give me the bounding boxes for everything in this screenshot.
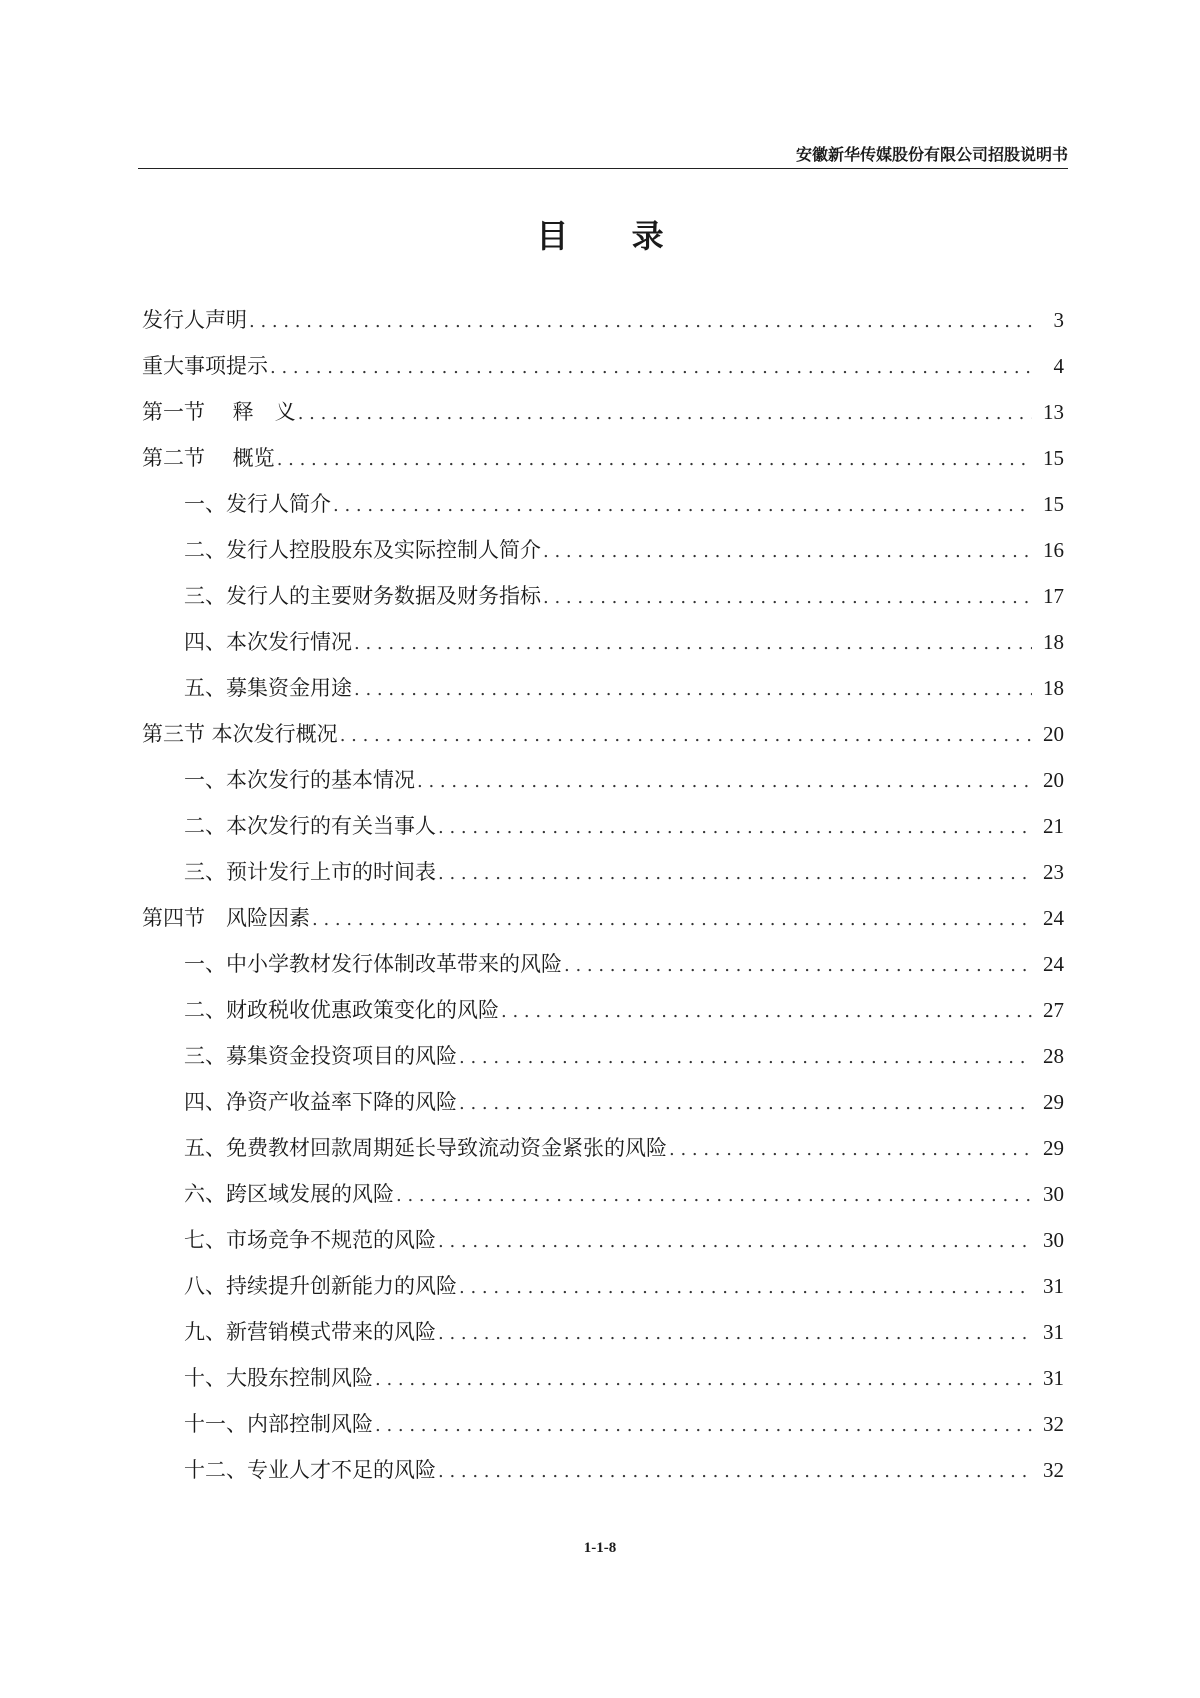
toc-entry-4-12[interactable] (142, 1447, 1064, 1493)
toc-entry-label: 五、免费教材回款周期延长导致流动资金紧张的风险 (184, 1136, 667, 1160)
toc-entry-label: 发行人声明 (142, 308, 247, 332)
toc-entry-page: 4 (1053, 354, 1064, 378)
toc-entry-page: 24 (1043, 952, 1064, 976)
toc-entry-page: 18 (1043, 630, 1064, 654)
toc-entry-label: 三、预计发行上市的时间表 (184, 860, 436, 884)
toc-entry-page: 16 (1043, 538, 1064, 562)
toc-entry-label: 第三节 本次发行概况 (142, 722, 338, 746)
toc-entry-label: 三、发行人的主要财务数据及财务指标 (184, 584, 541, 608)
dot-leader (249, 299, 1032, 345)
toc-entry-page: 21 (1043, 814, 1064, 838)
toc-entry-page: 31 (1043, 1274, 1064, 1298)
toc-entry-label: 二、财政税收优惠政策变化的风险 (184, 998, 499, 1022)
page-number: 1-1-8 (583, 1540, 617, 1556)
toc-entry-2-4[interactable] (142, 619, 1064, 665)
dot-leader (438, 851, 1032, 897)
toc-entry-label: 二、本次发行的有关当事人 (184, 814, 436, 838)
toc-entry-page: 32 (1043, 1412, 1064, 1436)
toc-entry-2-3[interactable] (142, 573, 1064, 619)
toc-entry-label: 四、净资产收益率下降的风险 (184, 1090, 457, 1114)
dot-leader (277, 437, 1032, 483)
dot-leader (354, 667, 1032, 713)
toc-entry-label: 十二、专业人才不足的风险 (184, 1458, 436, 1482)
toc-entry-label: 第一节 释 义 (142, 400, 296, 424)
toc-entry-3-1[interactable] (142, 757, 1064, 803)
dot-leader (396, 1173, 1032, 1219)
toc-entry-page: 30 (1043, 1182, 1064, 1206)
toc-entry-4-9[interactable] (142, 1309, 1064, 1355)
toc-entry-4-1[interactable] (142, 941, 1064, 987)
dot-leader (354, 621, 1032, 667)
toc-entry-3-3[interactable] (142, 849, 1064, 895)
toc-entry-label: 十、大股东控制风险 (184, 1366, 373, 1390)
dot-leader (340, 713, 1032, 759)
dot-leader (543, 575, 1032, 621)
dot-leader (417, 759, 1032, 805)
toc-entry-page: 18 (1043, 676, 1064, 700)
toc-entry-label: 第二节 概览 (142, 446, 275, 470)
toc-entry-label: 十一、内部控制风险 (184, 1412, 373, 1436)
toc-entry-section-2[interactable] (142, 435, 1064, 481)
toc-entry-page: 31 (1043, 1366, 1064, 1390)
toc-entry-4-10[interactable] (142, 1355, 1064, 1401)
toc-entry-issuer-statement[interactable] (142, 297, 1064, 343)
toc-entry-page: 28 (1043, 1044, 1064, 1068)
dot-leader (312, 897, 1032, 943)
toc-entry-page: 17 (1043, 584, 1064, 608)
toc-entry-major-notice[interactable] (142, 343, 1064, 389)
toc-entry-label: 三、募集资金投资项目的风险 (184, 1044, 457, 1068)
toc-entry-page: 3 (1053, 308, 1064, 332)
toc-entry-2-2[interactable] (142, 527, 1064, 573)
toc-entry-page: 20 (1043, 722, 1064, 746)
toc-entry-4-6[interactable] (142, 1171, 1064, 1217)
header-divider (138, 168, 1068, 169)
toc-entry-4-3[interactable] (142, 1033, 1064, 1079)
toc-entry-4-5[interactable] (142, 1125, 1064, 1171)
dot-leader (298, 391, 1032, 437)
dot-leader (543, 529, 1032, 575)
dot-leader (669, 1127, 1032, 1173)
toc-entry-label: 四、本次发行情况 (184, 630, 352, 654)
toc-entry-label: 九、新营销模式带来的风险 (184, 1320, 436, 1344)
document-header: 安徽新华传媒股份有限公司招股说明书 (795, 145, 1068, 164)
toc-entry-page: 23 (1043, 860, 1064, 884)
toc-entry-label: 重大事项提示 (142, 354, 268, 378)
toc-entry-section-3[interactable] (142, 711, 1064, 757)
toc-entry-page: 27 (1043, 998, 1064, 1022)
toc-entry-label: 五、募集资金用途 (184, 676, 352, 700)
toc-entry-label: 七、市场竞争不规范的风险 (184, 1228, 436, 1252)
dot-leader (375, 1357, 1032, 1403)
toc-entry-3-2[interactable] (142, 803, 1064, 849)
toc-entry-4-4[interactable] (142, 1079, 1064, 1125)
toc-entry-label: 一、本次发行的基本情况 (184, 768, 415, 792)
dot-leader (459, 1081, 1032, 1127)
dot-leader (333, 483, 1032, 529)
toc-entry-page: 29 (1043, 1090, 1064, 1114)
toc-entry-label: 一、发行人简介 (184, 492, 331, 516)
toc-entry-page: 15 (1043, 446, 1064, 470)
toc-entry-2-1[interactable] (142, 481, 1064, 527)
dot-leader (438, 1449, 1032, 1495)
toc-entry-4-2[interactable] (142, 987, 1064, 1033)
toc-entry-section-1[interactable] (142, 389, 1064, 435)
dot-leader (438, 1219, 1032, 1265)
dot-leader (438, 1311, 1032, 1357)
toc-entry-label: 一、中小学教材发行体制改革带来的风险 (184, 952, 562, 976)
dot-leader (459, 1265, 1032, 1311)
dot-leader (501, 989, 1032, 1035)
toc-entry-section-4[interactable] (142, 895, 1064, 941)
toc-entry-label: 二、发行人控股股东及实际控制人简介 (184, 538, 541, 562)
toc-title: 目 录 (536, 217, 690, 255)
toc-entry-page: 13 (1043, 400, 1064, 424)
toc-entry-label: 六、跨区域发展的风险 (184, 1182, 394, 1206)
toc-entry-page: 29 (1043, 1136, 1064, 1160)
toc-entry-label: 八、持续提升创新能力的风险 (184, 1274, 457, 1298)
toc-entry-page: 15 (1043, 492, 1064, 516)
toc-list (142, 297, 1064, 1493)
dot-leader (438, 805, 1032, 851)
toc-entry-label: 第四节 风险因素 (142, 906, 310, 930)
toc-entry-page: 32 (1043, 1458, 1064, 1482)
toc-entry-page: 20 (1043, 768, 1064, 792)
toc-entry-2-5[interactable] (142, 665, 1064, 711)
toc-entry-4-7[interactable] (142, 1217, 1064, 1263)
dot-leader (564, 943, 1032, 989)
toc-entry-4-8[interactable] (142, 1263, 1064, 1309)
toc-entry-page: 31 (1043, 1320, 1064, 1344)
toc-entry-page: 30 (1043, 1228, 1064, 1252)
dot-leader (375, 1403, 1032, 1449)
dot-leader (270, 345, 1032, 391)
toc-entry-page: 24 (1043, 906, 1064, 930)
dot-leader (459, 1035, 1032, 1081)
toc-entry-4-11[interactable] (142, 1401, 1064, 1447)
